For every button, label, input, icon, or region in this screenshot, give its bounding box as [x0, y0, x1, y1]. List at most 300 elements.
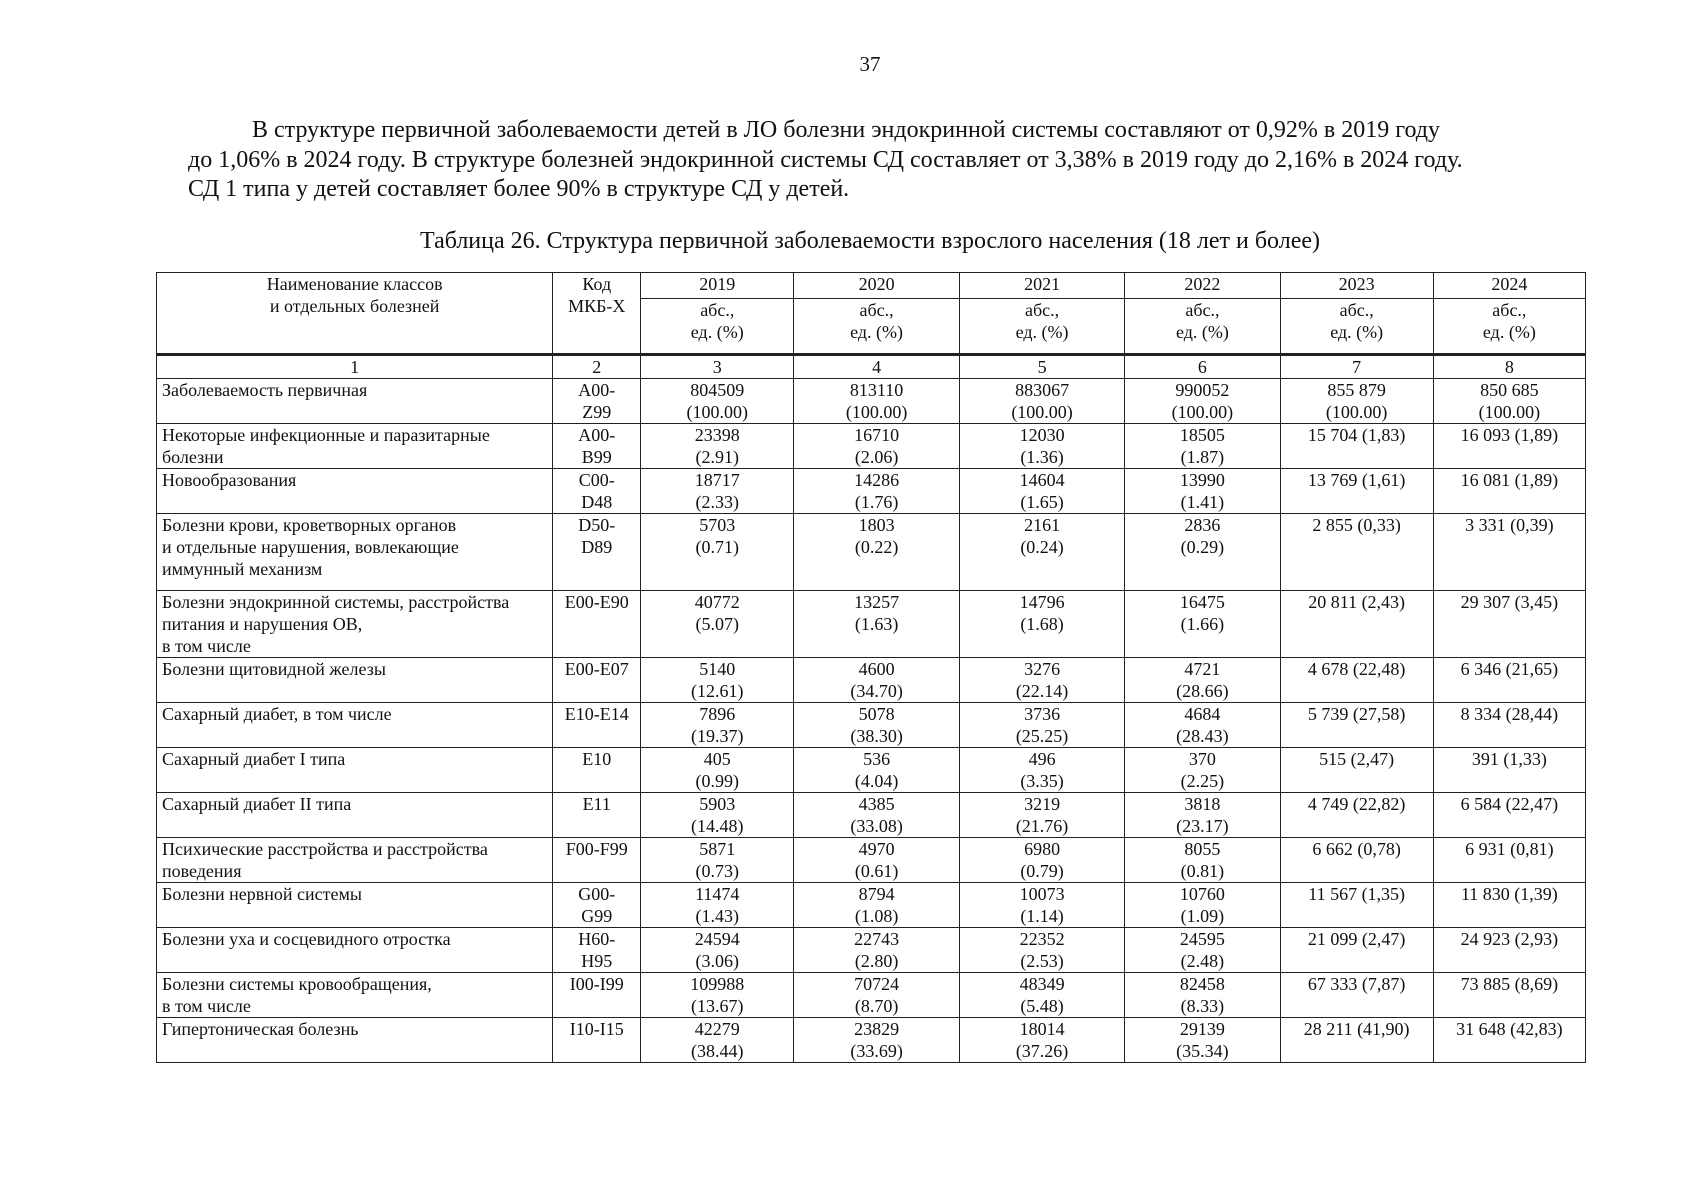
cell-line: (8.33)	[1180, 996, 1225, 1016]
value-cell-2023	[1280, 658, 1433, 703]
icd-code-cell	[553, 793, 641, 838]
value-cell-2024	[1433, 469, 1585, 514]
value-cell-2024	[1433, 591, 1585, 658]
value-cell-2024	[1433, 1018, 1585, 1063]
header-unit-line: ед. (%)	[1330, 322, 1384, 342]
cell-line: G00-	[578, 884, 616, 904]
value-cell-2020	[794, 658, 959, 703]
cell-line: (2.06)	[854, 447, 899, 467]
disease-name-line: в том числе	[162, 636, 251, 656]
value-cell-2023	[1280, 973, 1433, 1018]
value-cell-2021	[959, 591, 1124, 658]
cell-line: 11 830 (1,39)	[1460, 884, 1558, 904]
cell-line: 16710	[854, 425, 900, 445]
table-row	[157, 703, 1586, 748]
cell-line: 5871	[699, 839, 736, 859]
cell-line: (1.43)	[695, 906, 739, 926]
value-cell-2022	[1125, 591, 1280, 658]
header-year: 2020	[794, 273, 959, 299]
cell-line: 4970	[858, 839, 895, 859]
value-cell-2019	[641, 379, 794, 424]
intro-line: до 1,06% в 2024 году. В структуре болезней эндокринной системы СД составляет от 3,38% в 2019 году до 2,16% в 2024 году.	[188, 146, 1463, 173]
cell-line: 3276	[1024, 659, 1061, 679]
cell-line: E10	[582, 749, 612, 769]
table-row	[157, 1018, 1586, 1063]
value-cell-2021	[959, 514, 1124, 591]
header-unit	[1433, 299, 1585, 355]
morbidity-table	[156, 272, 1586, 1063]
icd-code-cell	[553, 591, 641, 658]
header-year: 2024	[1433, 273, 1585, 299]
header-unit-line: абс.,	[859, 300, 894, 320]
header-unit	[794, 299, 959, 355]
header-unit-line: ед. (%)	[1175, 322, 1229, 342]
icd-code-cell	[553, 703, 641, 748]
intro-line: СД 1 типа у детей составляет более 90% в структуре СД у детей.	[188, 176, 850, 202]
disease-name-line: Болезни нервной системы	[162, 884, 363, 904]
value-cell-2024	[1433, 658, 1585, 703]
cell-line: (28.66)	[1176, 681, 1229, 701]
disease-name-line: Болезни крови, кроветворных органов	[162, 515, 457, 535]
cell-line: D48	[581, 492, 613, 512]
cell-line: H60-	[578, 929, 616, 949]
cell-line: 15 704 (1,83)	[1307, 425, 1406, 445]
cell-line: 855 879	[1327, 380, 1386, 400]
value-cell-2019	[641, 973, 794, 1018]
cell-line: (22.14)	[1015, 681, 1069, 701]
cell-line: 3219	[1024, 794, 1061, 814]
cell-line: 3818	[1184, 794, 1221, 814]
disease-name-line: и отдельные нарушения, вовлекающие	[162, 537, 459, 557]
value-cell-2020	[794, 424, 959, 469]
disease-name-cell	[157, 703, 553, 748]
value-cell-2021	[959, 973, 1124, 1018]
cell-line: Z99	[582, 402, 612, 422]
disease-name-cell	[157, 928, 553, 973]
cell-line: (0.29)	[1180, 537, 1225, 557]
cell-line: (1.65)	[1020, 492, 1064, 512]
cell-line: (38.44)	[691, 1041, 744, 1061]
cell-line: 883067	[1015, 380, 1070, 400]
header-unit-line: ед. (%)	[690, 322, 744, 342]
cell-line: 3736	[1024, 704, 1061, 724]
cell-line: (34.70)	[850, 681, 903, 701]
cell-line: 4 678 (22,48)	[1307, 659, 1406, 679]
cell-line: (0.22)	[854, 537, 899, 557]
value-cell-2019	[641, 658, 794, 703]
cell-line: G99	[581, 906, 613, 926]
disease-name-line: Гипертоническая болезнь	[162, 1019, 359, 1039]
value-cell-2024	[1433, 928, 1585, 973]
cell-line: 23398	[694, 425, 740, 445]
cell-line: 804509	[690, 380, 745, 400]
cell-line: (0.81)	[1180, 861, 1225, 881]
value-cell-2022	[1125, 658, 1280, 703]
value-cell-2021	[959, 748, 1124, 793]
value-cell-2020	[794, 838, 959, 883]
cell-line: 22743	[854, 929, 900, 949]
cell-line: (100.00)	[1325, 402, 1388, 422]
value-cell-2019	[641, 838, 794, 883]
icd-code-cell	[553, 838, 641, 883]
value-cell-2022	[1125, 748, 1280, 793]
disease-name-cell	[157, 514, 553, 591]
value-cell-2023	[1280, 514, 1433, 591]
cell-line: (100.00)	[1011, 402, 1073, 422]
cell-line: A00-	[578, 425, 616, 445]
value-cell-2020	[794, 973, 959, 1018]
value-cell-2024	[1433, 883, 1585, 928]
value-cell-2019	[641, 514, 794, 591]
cell-line: (0.73)	[695, 861, 739, 881]
value-cell-2020	[794, 379, 959, 424]
cell-line: (1.76)	[854, 492, 899, 512]
column-number-row	[157, 355, 1586, 379]
disease-name-line: Психические расстройства и расстройства	[162, 839, 488, 859]
cell-line: (28.43)	[1176, 726, 1229, 746]
header-year: 2019	[641, 273, 794, 299]
cell-line: (25.25)	[1015, 726, 1069, 746]
header-unit-line: абс.,	[700, 300, 735, 320]
table-row	[157, 973, 1586, 1018]
cell-line: 13 769 (1,61)	[1307, 470, 1406, 490]
column-number: 4	[794, 355, 959, 379]
icd-code-cell	[553, 379, 641, 424]
header-unit	[641, 299, 794, 355]
cell-line: (2.25)	[1180, 771, 1225, 791]
cell-line: (0.71)	[695, 537, 739, 557]
page-number: 37	[859, 52, 881, 76]
cell-line: (2.91)	[695, 447, 739, 467]
cell-line: 6 662 (0,78)	[1312, 839, 1401, 859]
cell-line: F00-F99	[565, 839, 628, 859]
value-cell-2023	[1280, 748, 1433, 793]
value-cell-2019	[641, 883, 794, 928]
value-cell-2023	[1280, 1018, 1433, 1063]
value-cell-2024	[1433, 424, 1585, 469]
header-unit	[1280, 299, 1433, 355]
cell-line: (100.00)	[1478, 402, 1541, 422]
value-cell-2022	[1125, 424, 1280, 469]
icd-code-cell	[553, 1018, 641, 1063]
value-cell-2023	[1280, 379, 1433, 424]
value-cell-2020	[794, 1018, 959, 1063]
icd-code-cell	[553, 424, 641, 469]
header-name-cell	[157, 273, 553, 355]
cell-line: 24 923 (2,93)	[1460, 929, 1559, 949]
cell-line: 4684	[1184, 704, 1221, 724]
column-number: 2	[553, 355, 641, 379]
cell-line: 82458	[1179, 974, 1225, 994]
cell-line: 5703	[699, 515, 736, 535]
table-row	[157, 379, 1586, 424]
cell-line: (38.30)	[850, 726, 903, 746]
cell-line: 6 931 (0,81)	[1465, 839, 1554, 859]
header-year: 2021	[959, 273, 1124, 299]
disease-name-line: Сахарный диабет I типа	[162, 749, 346, 769]
value-cell-2019	[641, 424, 794, 469]
value-cell-2021	[959, 1018, 1124, 1063]
cell-line: D89	[581, 537, 613, 557]
cell-line: 22352	[1019, 929, 1065, 949]
disease-name-line: Заболеваемость первичная	[162, 380, 368, 400]
intro-line: В структуре первичной заболеваемости детей в ЛО болезни эндокринной системы составляют от 0,92% в 2019 году	[252, 117, 1440, 143]
cell-line: 18505	[1179, 425, 1225, 445]
disease-name-line: Болезни уха и сосцевидного отростка	[162, 929, 451, 949]
cell-line: (4.04)	[854, 771, 899, 791]
cell-line: 5078	[858, 704, 895, 724]
value-cell-2022	[1125, 469, 1280, 514]
value-cell-2019	[641, 748, 794, 793]
value-cell-2022	[1125, 379, 1280, 424]
table-row	[157, 883, 1586, 928]
value-cell-2024	[1433, 379, 1585, 424]
icd-code-cell	[553, 658, 641, 703]
value-cell-2022	[1125, 883, 1280, 928]
cell-line: 2 855 (0,33)	[1312, 515, 1401, 535]
header-code-line: МКБ-Х	[568, 296, 626, 316]
disease-name-cell	[157, 793, 553, 838]
cell-line: 13990	[1179, 470, 1225, 490]
value-cell-2023	[1280, 928, 1433, 973]
header-year: 2022	[1125, 273, 1280, 299]
header-unit-line: абс.,	[1024, 300, 1060, 320]
table-row	[157, 928, 1586, 973]
cell-line: 370	[1188, 749, 1216, 769]
cell-line: 4600	[858, 659, 895, 679]
cell-line: (1.14)	[1020, 906, 1064, 926]
header-unit-line: ед. (%)	[850, 322, 904, 342]
value-cell-2023	[1280, 424, 1433, 469]
cell-line: 14796	[1019, 592, 1065, 612]
value-cell-2022	[1125, 703, 1280, 748]
cell-line: (5.48)	[1020, 996, 1064, 1016]
value-cell-2022	[1125, 928, 1280, 973]
table-row	[157, 658, 1586, 703]
cell-line: (2.80)	[854, 951, 899, 971]
cell-line: (3.06)	[695, 951, 739, 971]
table-row	[157, 424, 1586, 469]
cell-line: (2.33)	[695, 492, 739, 512]
cell-line: 536	[863, 749, 891, 769]
cell-line: 5 739 (27,58)	[1307, 704, 1406, 724]
table-row	[157, 793, 1586, 838]
cell-line: (1.66)	[1180, 614, 1225, 634]
value-cell-2022	[1125, 1018, 1280, 1063]
cell-line: (0.99)	[695, 771, 739, 791]
cell-line: 24595	[1179, 929, 1225, 949]
cell-line: D50-	[578, 515, 616, 535]
value-cell-2023	[1280, 838, 1433, 883]
cell-line: (13.67)	[691, 996, 744, 1016]
cell-line: 67 333 (7,87)	[1307, 974, 1406, 994]
cell-line: (21.76)	[1015, 816, 1069, 836]
value-cell-2021	[959, 928, 1124, 973]
cell-line: 8794	[858, 884, 895, 904]
icd-code-cell	[553, 883, 641, 928]
value-cell-2020	[794, 469, 959, 514]
disease-name-line: Сахарный диабет II типа	[162, 794, 352, 814]
cell-line: (100.00)	[686, 402, 748, 422]
value-cell-2019	[641, 793, 794, 838]
column-number: 1	[157, 355, 553, 379]
cell-line: I10-I15	[569, 1019, 624, 1039]
cell-line: 515 (2,47)	[1319, 749, 1395, 769]
value-cell-2022	[1125, 793, 1280, 838]
cell-line: 28 211 (41,90)	[1303, 1019, 1410, 1039]
value-cell-2020	[794, 883, 959, 928]
icd-code-cell	[553, 514, 641, 591]
cell-line: E10-E14	[564, 704, 629, 724]
cell-line: 6 346 (21,65)	[1460, 659, 1559, 679]
cell-line: 16 081 (1,89)	[1460, 470, 1559, 490]
value-cell-2024	[1433, 838, 1585, 883]
cell-line: (0.24)	[1020, 537, 1064, 557]
cell-line: (14.48)	[691, 816, 744, 836]
cell-line: H95	[581, 951, 613, 971]
disease-name-cell	[157, 1018, 553, 1063]
icd-code-cell	[553, 469, 641, 514]
disease-name-line: питания и нарушения ОВ,	[162, 614, 363, 634]
value-cell-2019	[641, 1018, 794, 1063]
column-number: 3	[641, 355, 794, 379]
disease-name-line: Сахарный диабет, в том числе	[162, 704, 392, 724]
value-cell-2021	[959, 793, 1124, 838]
cell-line: A00-	[578, 380, 616, 400]
disease-name-line: Новообразования	[162, 470, 297, 490]
cell-line: E00-E90	[564, 592, 629, 612]
cell-line: (19.37)	[691, 726, 744, 746]
cell-line: 4721	[1184, 659, 1221, 679]
header-name-line: Наименование классов	[266, 274, 443, 294]
value-cell-2022	[1125, 973, 1280, 1018]
cell-line: (33.69)	[850, 1041, 903, 1061]
disease-name-cell	[157, 883, 553, 928]
value-cell-2021	[959, 658, 1124, 703]
cell-line: 16475	[1179, 592, 1225, 612]
cell-line: (5.07)	[695, 614, 739, 634]
cell-line: 4385	[858, 794, 895, 814]
cell-line: E11	[582, 794, 611, 814]
disease-name-cell	[157, 973, 553, 1018]
intro-paragraph	[188, 116, 1588, 205]
cell-line: 42279	[694, 1019, 740, 1039]
cell-line: 18717	[694, 470, 740, 490]
cell-line: 6980	[1024, 839, 1061, 859]
cell-line: 73 885 (8,69)	[1460, 974, 1559, 994]
cell-line: 3 331 (0,39)	[1465, 515, 1554, 535]
header-name-line: и отдельных болезней	[269, 296, 440, 316]
value-cell-2024	[1433, 748, 1585, 793]
value-cell-2020	[794, 748, 959, 793]
disease-name-line: иммунный механизм	[162, 559, 323, 579]
header-unit-line: абс.,	[1185, 300, 1220, 320]
cell-line: 10760	[1179, 884, 1225, 904]
cell-line: (1.68)	[1020, 614, 1064, 634]
cell-line: (12.61)	[691, 681, 744, 701]
disease-name-cell	[157, 748, 553, 793]
cell-line: (8.70)	[854, 996, 899, 1016]
column-number: 8	[1433, 355, 1585, 379]
cell-line: 6 584 (22,47)	[1460, 794, 1559, 814]
disease-name-cell	[157, 838, 553, 883]
value-cell-2024	[1433, 514, 1585, 591]
value-cell-2021	[959, 703, 1124, 748]
table-row	[157, 748, 1586, 793]
cell-line: (2.53)	[1020, 951, 1064, 971]
value-cell-2019	[641, 703, 794, 748]
header-code-line: Код	[582, 274, 612, 294]
cell-line: 13257	[854, 592, 900, 612]
header-unit-line: ед. (%)	[1482, 322, 1536, 342]
cell-line: C00-	[578, 470, 615, 490]
value-cell-2024	[1433, 703, 1585, 748]
value-cell-2023	[1280, 793, 1433, 838]
cell-line: 391 (1,33)	[1471, 749, 1547, 769]
disease-name-cell	[157, 591, 553, 658]
cell-line: 8 334 (28,44)	[1460, 704, 1559, 724]
cell-line: 4 749 (22,82)	[1307, 794, 1406, 814]
cell-line: 990052	[1175, 380, 1230, 400]
cell-line: 29139	[1179, 1019, 1225, 1039]
cell-line: 1803	[858, 515, 895, 535]
cell-line: 109988	[690, 974, 745, 994]
cell-line: 405	[703, 749, 731, 769]
disease-name-line: в том числе	[162, 996, 251, 1016]
cell-line: 14286	[854, 470, 900, 490]
disease-name-line: Некоторые инфекционные и паразитарные	[162, 425, 490, 445]
cell-line: E00-E07	[564, 659, 629, 679]
disease-name-line: Болезни эндокринной системы, расстройства	[162, 592, 510, 612]
cell-line: 14604	[1019, 470, 1065, 490]
table-row	[157, 469, 1586, 514]
cell-line: (1.08)	[854, 906, 899, 926]
cell-line: 7896	[699, 704, 736, 724]
cell-line: 813110	[849, 380, 904, 400]
cell-line: 2836	[1184, 515, 1221, 535]
cell-line: (3.35)	[1020, 771, 1064, 791]
header-unit-line: ед. (%)	[1015, 322, 1069, 342]
cell-line: 48349	[1019, 974, 1065, 994]
cell-line: (2.48)	[1180, 951, 1225, 971]
value-cell-2021	[959, 424, 1124, 469]
cell-line: 23829	[854, 1019, 900, 1039]
cell-line: B99	[581, 447, 612, 467]
value-cell-2019	[641, 591, 794, 658]
cell-line: 20 811 (2,43)	[1308, 592, 1406, 612]
cell-line: 496	[1028, 749, 1056, 769]
cell-line: (37.26)	[1015, 1041, 1069, 1061]
value-cell-2022	[1125, 838, 1280, 883]
cell-line: 18014	[1019, 1019, 1065, 1039]
cell-line: (100.00)	[1171, 402, 1234, 422]
table-row	[157, 838, 1586, 883]
value-cell-2021	[959, 883, 1124, 928]
value-cell-2020	[794, 793, 959, 838]
cell-line: (35.34)	[1176, 1041, 1229, 1061]
disease-name-line: Болезни щитовидной железы	[162, 659, 386, 679]
cell-line: 5140	[699, 659, 736, 679]
value-cell-2021	[959, 838, 1124, 883]
disease-name-cell	[157, 379, 553, 424]
cell-line: 70724	[854, 974, 900, 994]
cell-line: 21 099 (2,47)	[1307, 929, 1406, 949]
cell-line: 12030	[1019, 425, 1065, 445]
value-cell-2024	[1433, 973, 1585, 1018]
cell-line: 8055	[1184, 839, 1221, 859]
column-number: 7	[1280, 355, 1433, 379]
icd-code-cell	[553, 928, 641, 973]
